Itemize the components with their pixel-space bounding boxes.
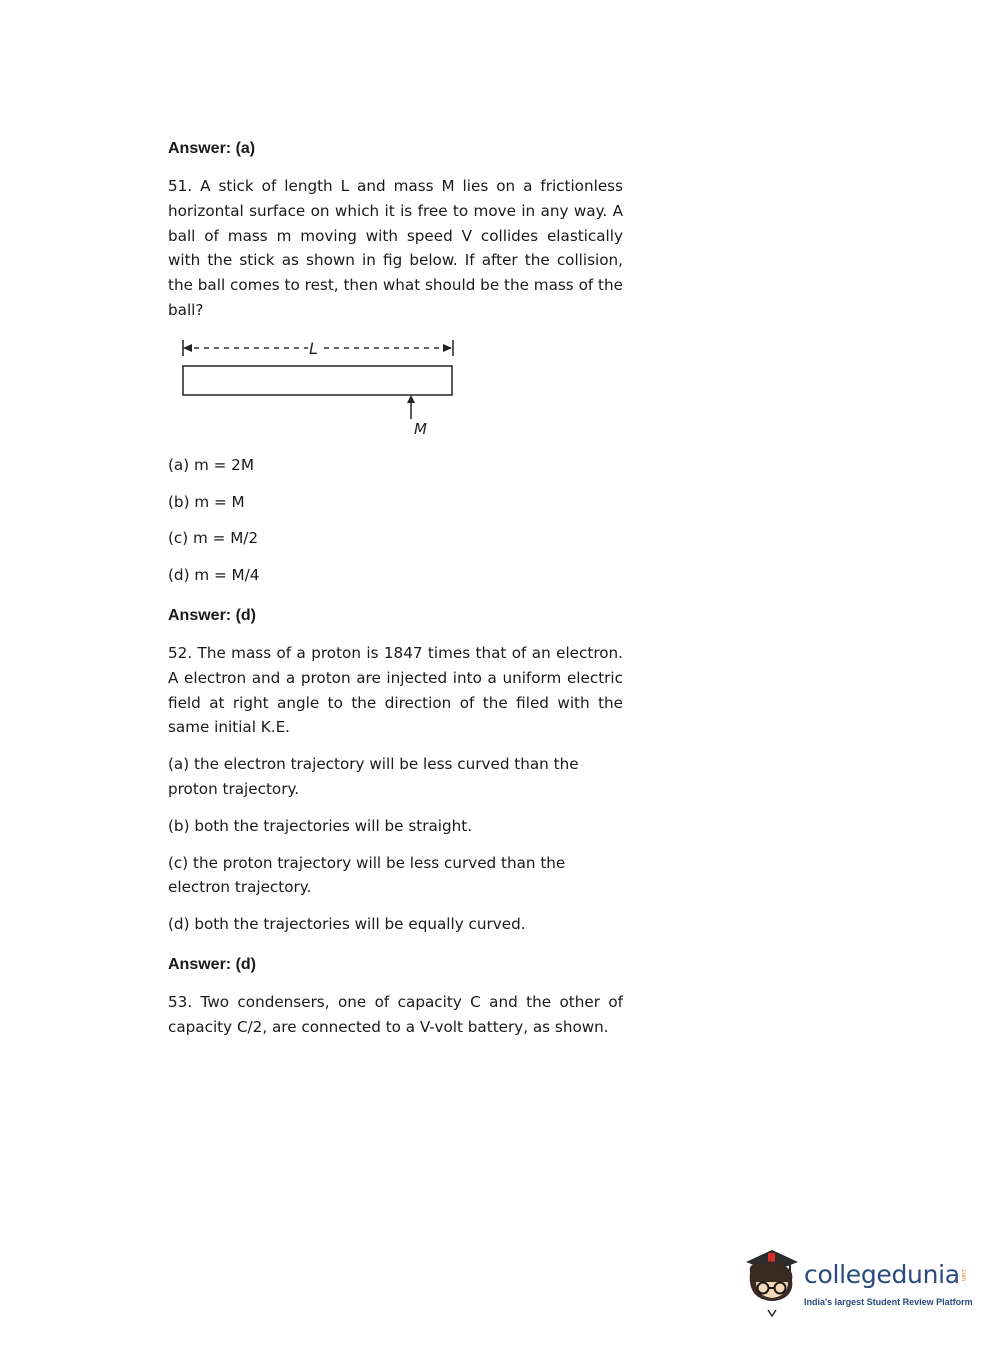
q51-option-b: (b) m = M [168,492,245,511]
q50-answer: Answer: (a) [168,140,256,157]
q51-question: 51. A stick of length L and mass M lies on a frictionless horizontal surface on which it is free to move in any way. A ball of mass m moving with speed V collides elastically with the stick as shown in fig below. If after the collision, the ball comes to rest, then what should be the mass of the ball? [168,177,623,319]
stick-diagram [168,337,478,437]
q51-answer: Answer: (d) [168,606,256,624]
stick-rect [183,366,452,395]
mass-label: M [414,419,427,437]
collegedunia-logo[interactable] [742,1248,972,1318]
q52-question: 52. The mass of a proton is 1847 times that of an electron. A electron and a proton are injected into a uniform electric field at right angle to the direction of the filed with the same initial K.E. [168,643,623,737]
q52-option-b: (b) both the trajectories will be straight. [168,816,473,835]
q52-option-c: (c) the proton trajectory will be less curved than the electron trajectory. [168,853,566,897]
mascot-icon [742,1248,802,1318]
q52-option-a: (a) the electron trajectory will be less curved than the proton trajectory. [168,755,579,798]
q53-question: 53. Two condensers, one of capacity C and the other of capacity C/2, are connected to a V-volt battery, as shown. [168,992,623,1036]
q52-answer: Answer: (d) [168,955,256,973]
q52-option-d: (d) both the trajectories will be equally curved. [168,915,526,934]
logo-tagline: India's largest Student Review Platform [804,1297,973,1307]
logo-suffix: .com [960,1268,966,1282]
q51-option-a: (a) m = 2M [168,455,254,474]
q51-option-d: (d) m = M/4 [168,566,260,585]
q51-option-c: (c) m = M/2 [168,529,259,548]
logo-wordmark: collegedunia [804,1260,960,1289]
page-content [168,138,623,1040]
length-label: L [309,338,318,358]
q51-figure [168,337,478,437]
